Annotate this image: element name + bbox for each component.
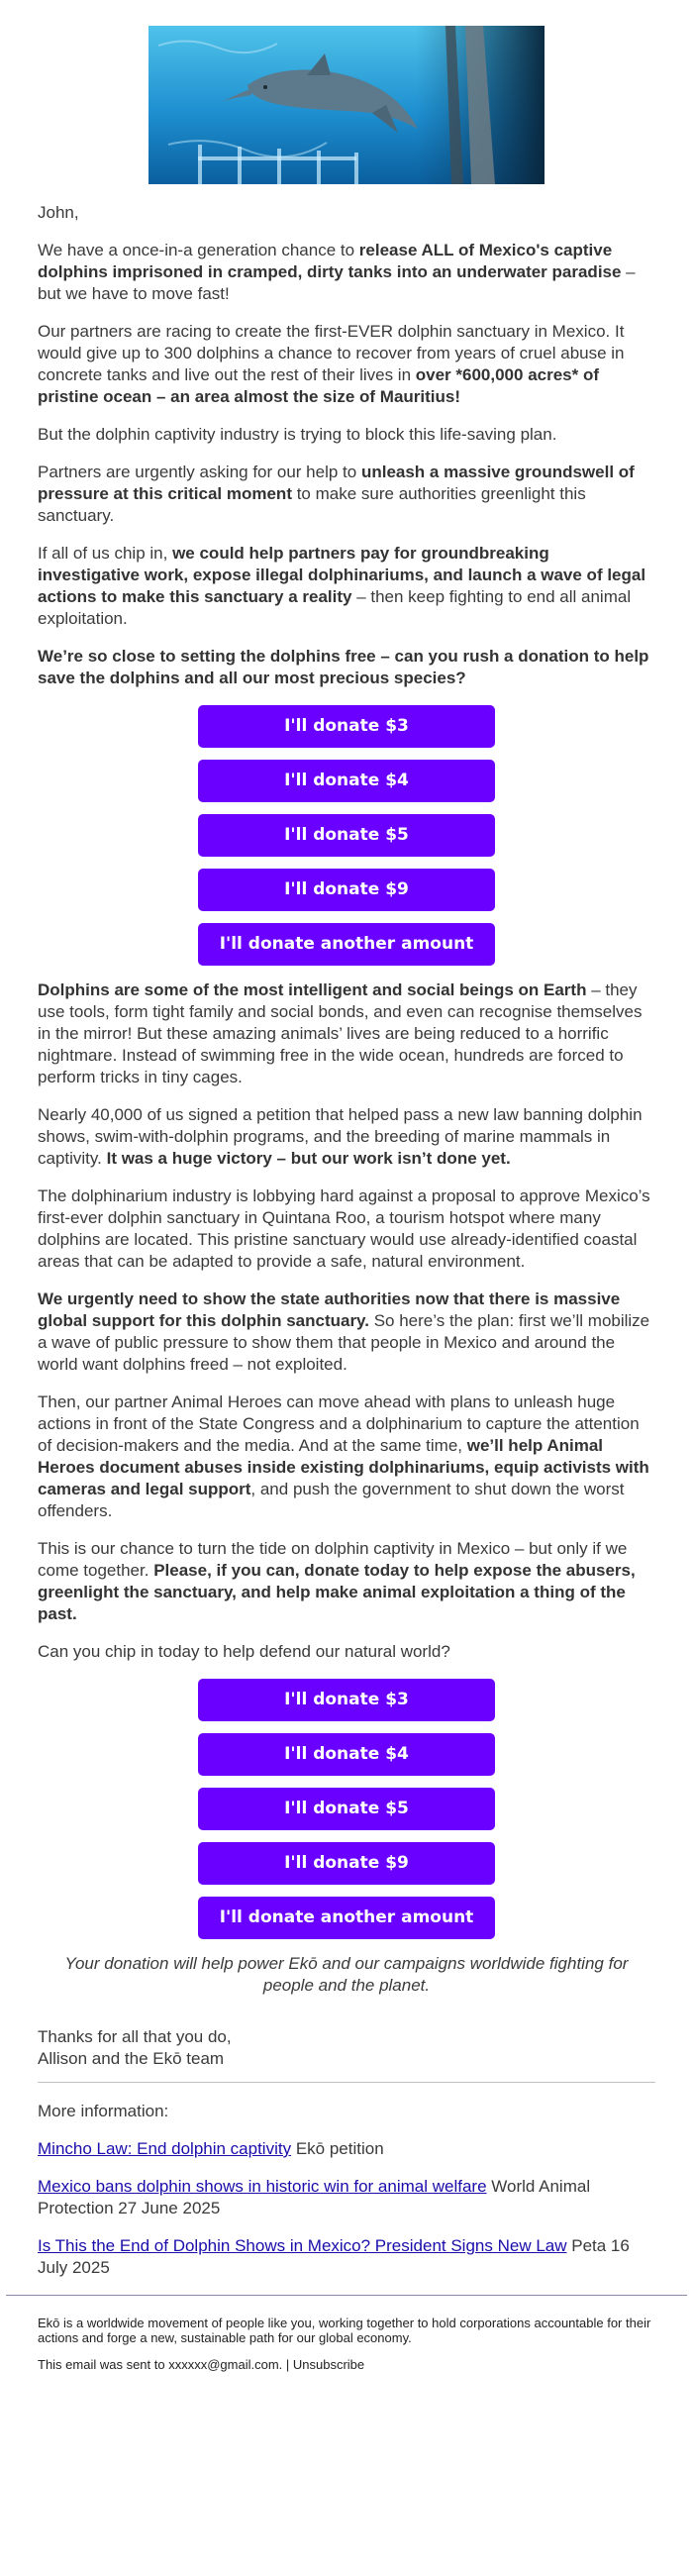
greeting: John, [38, 203, 79, 222]
chip-in-paragraph: If all of us chip in, we could help partners pay for groundbreaking investigative work, expose illegal dolphinariums, and launch a wave of legal actions to make this sanctuary a reality – then keep fighting to end all animal exploitation. [38, 544, 646, 628]
donate-5-button[interactable]: I'll donate $5 [198, 1788, 495, 1830]
dolphin-hero-image [148, 26, 544, 184]
turn-tide-paragraph: This is our chance to turn the tide on dolphin captivity in Mexico – but only if we come together. Please, if you can, donate today to help expose the abusers, greenlight the sanctuary, and help make animal exploitation a thing of the past. [38, 1539, 636, 1623]
industry-paragraph: But the dolphin captivity industry is trying to block this life-saving plan. [38, 425, 557, 444]
animal-heroes-paragraph: Then, our partner Animal Heroes can move ahead with plans to unleash huge actions in front of the State Congress and a dolphinarium to capture the attention of decision-makers and the media. And at the same time, we’ll help Animal Heroes document abuses inside existing dolphinariums, equip activists with cameras and legal support, and push the government to shut down the worst offenders. [38, 1392, 649, 1520]
donate-4-button[interactable]: I'll donate $4 [198, 1733, 495, 1776]
petition-paragraph: Nearly 40,000 of us signed a petition that helped pass a new law banning dolphin shows, swim-with-dolphin programs, and the breeding of marine mammals in captivity. It was a huge victory – but our work isn’t done yet. [38, 1105, 643, 1168]
footer [38, 2316, 655, 2372]
reference-item: Mincho Law: End dolphin captivity Ekō petition [38, 2139, 384, 2158]
reference-item: Is This the End of Dolphin Shows in Mexico? President Signs New Law Peta 16 July 2025 [38, 2236, 630, 2277]
donate-5-button[interactable]: I'll donate $5 [198, 814, 495, 857]
donation-impact-note: Your donation will help power Ekō and our campaigns worldwide fighting for people and the planet. [64, 1954, 629, 1995]
donate-button-group-bottom [38, 1679, 655, 1939]
lobbying-paragraph: The dolphinarium industry is lobbying hard against a proposal to approve Mexico’s first-ever dolphin sanctuary in Quintana Roo, a tourism hotspot where many dolphins are located. This pristine sanctuary would use already-identified coastal areas that can be adapted to provide a safe, natural environment. [38, 1186, 650, 1271]
email-body [38, 0, 655, 2372]
more-info-heading: More information: [38, 2102, 169, 2120]
reference-link[interactable]: Mexico bans dolphin shows in historic win for animal welfare [38, 2177, 487, 2196]
donation-ask-heading: We’re so close to setting the dolphins free – can you rush a donation to help save the dolphins and all our most precious species? [38, 647, 649, 687]
donate-button-group-top [38, 705, 655, 966]
signoff: Thanks for all that you do, Allison and the Ekō team [38, 2027, 232, 2068]
partners-paragraph: Partners are urgently asking for our help to unleash a massive groundswell of pressure at this critical moment to make sure authorities greenlight this sanctuary. [38, 463, 635, 525]
dolphins-intelligence-paragraph: Dolphins are some of the most intelligent and social beings on Earth – they use tools, form tight family and social bonds, and even can recognise themselves in the mirror! But these amazing animals’ lives are being reduced to a horrific nightmare. Instead of swimming free in the wide ocean, hundreds are forced to perform tricks in tiny cages. [38, 980, 643, 1086]
footer-divider [6, 2295, 687, 2296]
donate-3-button[interactable]: I'll donate $3 [198, 705, 495, 748]
divider [38, 2082, 655, 2083]
reference-link[interactable]: Mincho Law: End dolphin captivity [38, 2139, 292, 2158]
sanctuary-paragraph: Our partners are racing to create the first-EVER dolphin sanctuary in Mexico. It would give up to 300 dolphins a chance to recover from years of cruel abuse in concrete tanks and live out the rest of their lives in over *600,000 acres* of pristine ocean – an area almost the size of Mauritius! [38, 322, 625, 406]
donate-3-button[interactable]: I'll donate $3 [198, 1679, 495, 1721]
donate-9-button[interactable]: I'll donate $9 [198, 1842, 495, 1885]
footer-about: Ekō is a worldwide movement of people like you, working together to hold corporations accountable for their actions and forge a new, sustainable path for our global economy. [38, 2316, 651, 2345]
donate-9-button[interactable]: I'll donate $9 [198, 869, 495, 911]
plan-paragraph: We urgently need to show the state authorities now that there is massive global support for this dolphin sanctuary. So here’s the plan: first we’ll mobilize a wave of public pressure to show them that people in Mexico and around the world want dolphins freed – not exploited. [38, 1289, 650, 1374]
reference-item: Mexico bans dolphin shows in historic win for animal welfare World Animal Protection 27 June 2025 [38, 2177, 591, 2217]
donate-other-amount-button[interactable]: I'll donate another amount [198, 923, 495, 966]
chip-in-question: Can you chip in today to help defend our natural world? [38, 1642, 450, 1661]
donate-other-amount-button[interactable]: I'll donate another amount [198, 1897, 495, 1939]
footer-sent-to[interactable]: This email was sent to xxxxxx@gmail.com. | Unsubscribe [38, 2357, 365, 2372]
reference-link[interactable]: Is This the End of Dolphin Shows in Mexico? President Signs New Law [38, 2236, 567, 2255]
donate-4-button[interactable]: I'll donate $4 [198, 760, 495, 802]
intro-paragraph: We have a once-in-a generation chance to release ALL of Mexico's captive dolphins imprisoned in cramped, dirty tanks into an underwater paradise – but we have to move fast! [38, 241, 636, 303]
